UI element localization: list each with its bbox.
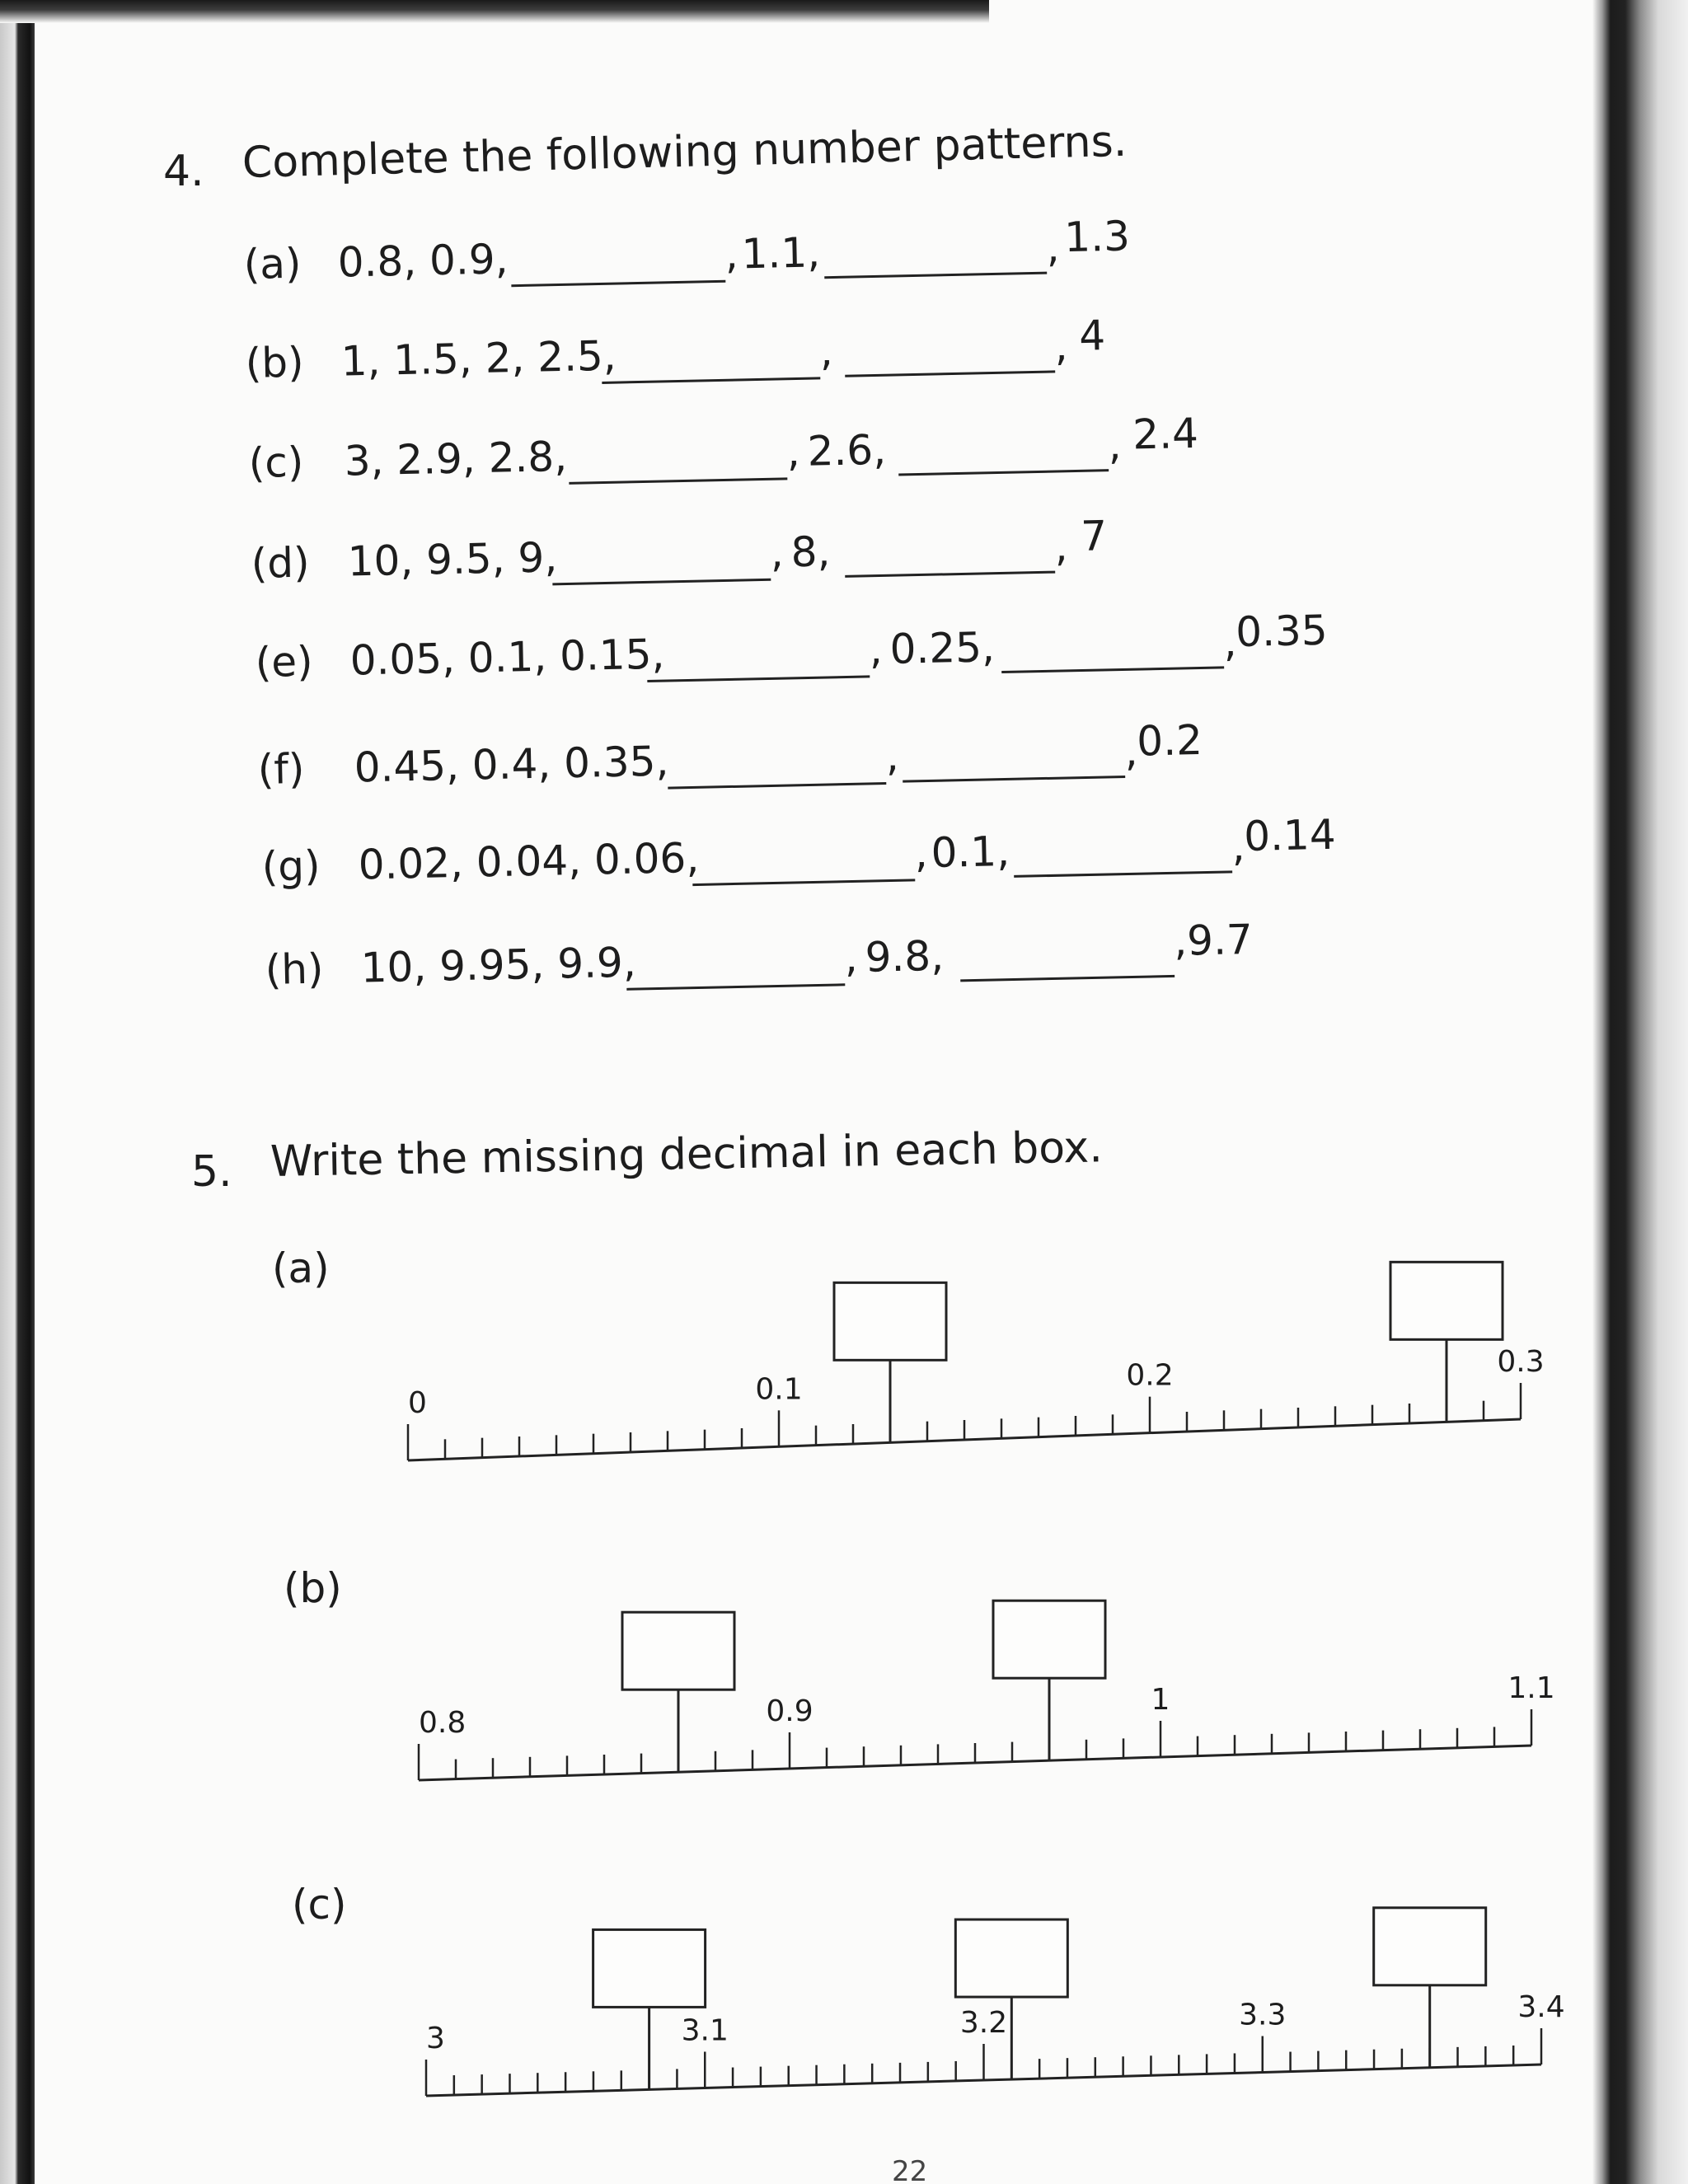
- separator-comma: ,: [913, 829, 929, 878]
- separator-comma: ,: [770, 528, 785, 577]
- question-4-number: 4.: [163, 147, 204, 196]
- pattern-middle: 1.1,: [741, 228, 821, 279]
- tick-label: 0.3: [1497, 1345, 1545, 1379]
- pattern-middle: 8,: [790, 527, 831, 577]
- pattern-start: 0.05, 0.1, 0.15,: [349, 630, 665, 685]
- pattern-start: 0.8, 0.9,: [337, 235, 509, 287]
- pattern-middle: 9.8,: [865, 931, 945, 982]
- pattern-end: 0.35: [1235, 606, 1329, 657]
- separator-comma: ,: [1053, 523, 1069, 571]
- answer-box[interactable]: [593, 1929, 706, 2007]
- pattern-end: ,9.7: [1173, 915, 1254, 965]
- tick-label: 0: [408, 1386, 427, 1420]
- separator-comma: ,: [868, 626, 884, 674]
- tick-label: 3.4: [1517, 1990, 1565, 2024]
- separator-comma: ,: [1053, 322, 1069, 371]
- answer-box[interactable]: [1374, 1908, 1486, 1985]
- answer-box[interactable]: [993, 1601, 1105, 1678]
- pattern-start: 1, 1.5, 2, 2.5,: [340, 331, 617, 386]
- number-line-b-label: (b): [284, 1564, 342, 1612]
- separator-comma: ,: [884, 732, 900, 781]
- pattern-label: (h): [265, 944, 325, 994]
- tick-label: 0.8: [419, 1706, 467, 1740]
- pattern-label: (e): [255, 637, 314, 687]
- pattern-label: (b): [245, 338, 305, 387]
- pattern-end: 2.4: [1132, 409, 1199, 459]
- pattern-label: (c): [248, 438, 304, 487]
- separator-comma: ,: [819, 327, 834, 376]
- separator-comma: ,: [1107, 420, 1123, 470]
- pattern-start: 10, 9.5, 9,: [347, 533, 558, 586]
- question-4-instruction: Complete the following number patterns.: [241, 116, 1128, 188]
- pattern-end: 7: [1080, 512, 1108, 560]
- pattern-end: 0.2: [1136, 716, 1203, 766]
- pattern-end: 0.14: [1243, 810, 1337, 861]
- tick-label: 0.1: [755, 1372, 803, 1407]
- pattern-label: (d): [251, 538, 311, 588]
- tick-label: 3.3: [1239, 1998, 1287, 2032]
- pattern-label: (f): [257, 744, 305, 794]
- answer-box[interactable]: [834, 1282, 946, 1360]
- tick-label: 0.9: [766, 1694, 814, 1728]
- tick-label: 3.1: [681, 2013, 729, 2048]
- pattern-start: 3, 2.9, 2.8,: [344, 432, 568, 485]
- pattern-middle: 0.25,: [889, 623, 996, 673]
- pattern-middle: 2.6,: [807, 425, 887, 476]
- separator-comma: ,: [1222, 618, 1238, 667]
- tick-label: 0.2: [1126, 1358, 1174, 1393]
- tick-label: 1: [1151, 1683, 1170, 1717]
- pattern-middle: 0.1,: [930, 827, 1010, 877]
- number-line-a-label: (a): [272, 1244, 330, 1292]
- separator-comma: ,: [844, 933, 859, 982]
- separator-comma: ,: [1045, 223, 1061, 272]
- separator-comma: ,: [786, 428, 801, 476]
- separator-comma: ,: [1231, 823, 1246, 871]
- answer-box[interactable]: [1390, 1262, 1503, 1339]
- pattern-end: 1.3: [1063, 212, 1131, 262]
- answer-box[interactable]: [955, 1919, 1067, 1997]
- pattern-start: 0.45, 0.4, 0.35,: [354, 737, 669, 792]
- pattern-label: (a): [243, 239, 302, 288]
- answer-box[interactable]: [622, 1612, 734, 1690]
- tick-label: 3: [426, 2022, 445, 2055]
- pattern-start: 0.02, 0.04, 0.06,: [358, 833, 700, 889]
- tick-label: 3.2: [959, 2006, 1008, 2040]
- question-5-instruction: Write the missing decimal in each box.: [270, 1122, 1104, 1187]
- separator-comma: ,: [724, 230, 739, 279]
- pattern-start: 10, 9.95, 9.9,: [360, 938, 637, 992]
- pattern-label: (g): [261, 841, 321, 891]
- pattern-end: 4: [1078, 312, 1106, 360]
- question-5-number: 5.: [191, 1147, 232, 1197]
- page-number: 22: [892, 2155, 928, 2184]
- separator-comma: ,: [1123, 727, 1139, 776]
- number-line-c-label: (c): [292, 1881, 347, 1929]
- tick-label: 1.1: [1507, 1671, 1555, 1705]
